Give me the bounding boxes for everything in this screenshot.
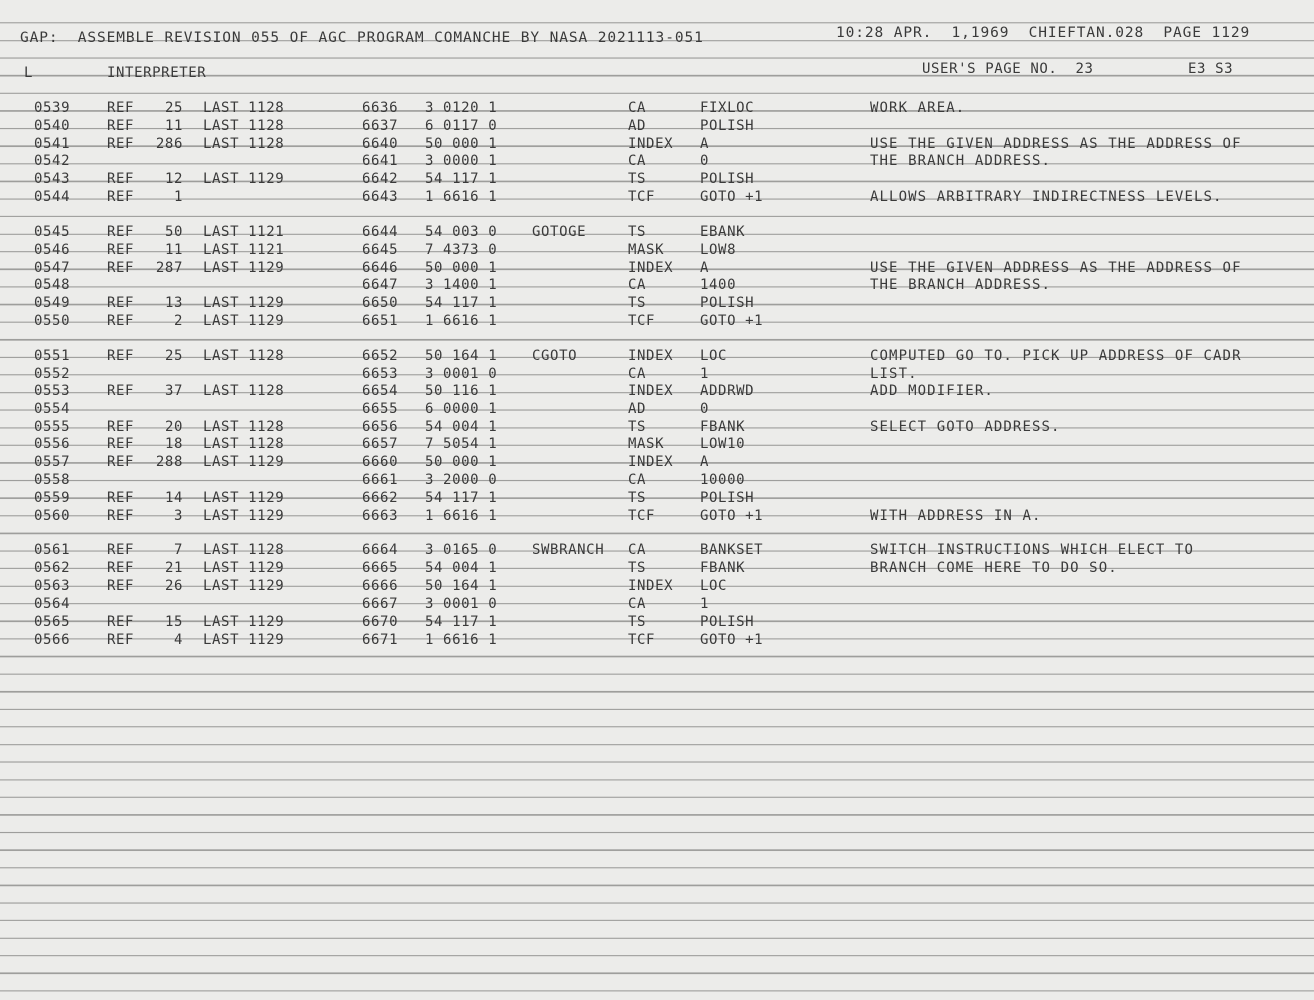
operand: A [700, 454, 710, 470]
object-code: 6 0000 1 [425, 401, 498, 417]
memory-address: 6652 [362, 348, 399, 364]
symbol-label: SWBRANCH [532, 542, 605, 558]
comment-text: WORK AREA. [870, 100, 966, 116]
opcode: CA [628, 153, 647, 169]
opcode: INDEX [628, 383, 674, 399]
object-code: 50 164 1 [425, 348, 498, 364]
last-page-ref: LAST 1129 [203, 578, 285, 594]
opcode: CA [628, 100, 647, 116]
memory-address: 6653 [362, 366, 399, 382]
operand: FIXLOC [700, 100, 755, 116]
memory-address: 6637 [362, 118, 399, 134]
line-number: 0541 [34, 136, 71, 152]
memory-address: 6661 [362, 472, 399, 488]
object-code: 1 6616 1 [425, 189, 498, 205]
memory-address: 6663 [362, 508, 399, 524]
memory-address: 6662 [362, 490, 399, 506]
line-number: 0566 [34, 632, 71, 648]
line-number: 0557 [34, 454, 71, 470]
opcode: INDEX [628, 260, 674, 276]
last-page-ref: LAST 1129 [203, 632, 285, 648]
opcode: CA [628, 277, 647, 293]
line-number: 0556 [34, 436, 71, 452]
object-code: 54 003 0 [425, 224, 498, 240]
line-number: 0552 [34, 366, 71, 382]
comment-text: USE THE GIVEN ADDRESS AS THE ADDRESS OF [870, 136, 1242, 152]
operand: GOTO +1 [700, 313, 764, 329]
ref-count: 11 [164, 118, 183, 134]
operand: LOW8 [700, 242, 737, 258]
comment-text: SELECT GOTO ADDRESS. [870, 419, 1061, 435]
line-number: 0542 [34, 153, 71, 169]
object-code: 1 6616 1 [425, 632, 498, 648]
ref-keyword: REF [107, 224, 135, 240]
line-number: 0551 [34, 348, 71, 364]
ref-count: 18 [164, 436, 183, 452]
ref-count: 13 [164, 295, 183, 311]
object-code: 6 0117 0 [425, 118, 498, 134]
comment-text: USE THE GIVEN ADDRESS AS THE ADDRESS OF [870, 260, 1242, 276]
opcode: INDEX [628, 136, 674, 152]
opcode: MASK [628, 436, 665, 452]
comment-text: THE BRANCH ADDRESS. [870, 153, 1052, 169]
opcode: CA [628, 366, 647, 382]
operand: 1 [700, 366, 710, 382]
opcode: AD [628, 401, 647, 417]
ref-keyword: REF [107, 100, 135, 116]
memory-address: 6655 [362, 401, 399, 417]
line-number: 0547 [34, 260, 71, 276]
line-number: 0561 [34, 542, 71, 558]
ref-keyword: REF [107, 454, 135, 470]
ref-keyword: REF [107, 260, 135, 276]
ref-count: 15 [164, 614, 183, 630]
object-code: 54 004 1 [425, 419, 498, 435]
ref-count: 288 [155, 454, 183, 470]
memory-address: 6657 [362, 436, 399, 452]
memory-address: 6650 [362, 295, 399, 311]
memory-address: 6645 [362, 242, 399, 258]
operand: FBANK [700, 419, 746, 435]
object-code: 7 5054 1 [425, 436, 498, 452]
user-page-number: USER'S PAGE NO. 23 [922, 61, 1094, 77]
comment-text: SWITCH INSTRUCTIONS WHICH ELECT TO [870, 542, 1194, 558]
line-number: 0553 [34, 383, 71, 399]
opcode: TS [628, 560, 647, 576]
operand: GOTO +1 [700, 508, 764, 524]
operand: POLISH [700, 295, 755, 311]
line-number: 0545 [34, 224, 71, 240]
memory-address: 6642 [362, 171, 399, 187]
opcode: CA [628, 596, 647, 612]
subheader-marker: L [24, 65, 34, 81]
object-code: 3 2000 0 [425, 472, 498, 488]
opcode: CA [628, 472, 647, 488]
operand: 10000 [700, 472, 746, 488]
line-number: 0554 [34, 401, 71, 417]
opcode: TS [628, 171, 647, 187]
ref-count: 14 [164, 490, 183, 506]
memory-address: 6640 [362, 136, 399, 152]
ref-count: 1 [173, 189, 183, 205]
operand: EBANK [700, 224, 746, 240]
ref-keyword: REF [107, 242, 135, 258]
section-title: INTERPRETER [107, 65, 207, 81]
ref-count: 11 [164, 242, 183, 258]
operand: LOC [700, 348, 728, 364]
symbol-label: GOTOGE [532, 224, 587, 240]
object-code: 3 0165 0 [425, 542, 498, 558]
last-page-ref: LAST 1128 [203, 419, 285, 435]
comment-text: ALLOWS ARBITRARY INDIRECTNESS LEVELS. [870, 189, 1223, 205]
line-number: 0559 [34, 490, 71, 506]
opcode: MASK [628, 242, 665, 258]
comment-text: BRANCH COME HERE TO DO SO. [870, 560, 1118, 576]
object-code: 7 4373 0 [425, 242, 498, 258]
opcode: AD [628, 118, 647, 134]
line-number: 0555 [34, 419, 71, 435]
line-number: 0565 [34, 614, 71, 630]
ref-keyword: REF [107, 171, 135, 187]
opcode: TS [628, 419, 647, 435]
memory-address: 6660 [362, 454, 399, 470]
memory-address: 6671 [362, 632, 399, 648]
opcode: TS [628, 490, 647, 506]
opcode: TS [628, 224, 647, 240]
opcode: TCF [628, 632, 656, 648]
line-number: 0539 [34, 100, 71, 116]
object-code: 3 0120 1 [425, 100, 498, 116]
line-number: 0546 [34, 242, 71, 258]
ref-keyword: REF [107, 632, 135, 648]
operand: 0 [700, 401, 710, 417]
opcode: TS [628, 295, 647, 311]
ref-keyword: REF [107, 560, 135, 576]
ref-keyword: REF [107, 136, 135, 152]
object-code: 3 0000 1 [425, 153, 498, 169]
ref-count: 20 [164, 419, 183, 435]
line-number: 0563 [34, 578, 71, 594]
ref-count: 2 [173, 313, 183, 329]
ref-count: 50 [164, 224, 183, 240]
line-number: 0540 [34, 118, 71, 134]
opcode: CA [628, 542, 647, 558]
ref-keyword: REF [107, 313, 135, 329]
operand: GOTO +1 [700, 632, 764, 648]
memory-address: 6664 [362, 542, 399, 558]
object-code: 50 164 1 [425, 578, 498, 594]
operand: POLISH [700, 118, 755, 134]
line-number: 0550 [34, 313, 71, 329]
memory-address: 6666 [362, 578, 399, 594]
line-number: 0549 [34, 295, 71, 311]
ref-count: 287 [155, 260, 183, 276]
opcode: INDEX [628, 348, 674, 364]
last-page-ref: LAST 1128 [203, 383, 285, 399]
last-page-ref: LAST 1129 [203, 313, 285, 329]
operand: GOTO +1 [700, 189, 764, 205]
ref-count: 7 [173, 542, 183, 558]
opcode: TCF [628, 189, 656, 205]
ref-count: 4 [173, 632, 183, 648]
memory-address: 6651 [362, 313, 399, 329]
ref-keyword: REF [107, 383, 135, 399]
memory-address: 6643 [362, 189, 399, 205]
object-code: 50 116 1 [425, 383, 498, 399]
comment-text: THE BRANCH ADDRESS. [870, 277, 1052, 293]
last-page-ref: LAST 1129 [203, 171, 285, 187]
last-page-ref: LAST 1128 [203, 348, 285, 364]
object-code: 54 117 1 [425, 490, 498, 506]
line-number: 0543 [34, 171, 71, 187]
line-number: 0544 [34, 189, 71, 205]
last-page-ref: LAST 1128 [203, 100, 285, 116]
operand: ADDRWD [700, 383, 755, 399]
comment-text: COMPUTED GO TO. PICK UP ADDRESS OF CADR [870, 348, 1242, 364]
object-code: 3 0001 0 [425, 366, 498, 382]
opcode: INDEX [628, 454, 674, 470]
operand: FBANK [700, 560, 746, 576]
ref-keyword: REF [107, 295, 135, 311]
last-page-ref: LAST 1129 [203, 560, 285, 576]
ref-keyword: REF [107, 542, 135, 558]
ref-count: 286 [155, 136, 183, 152]
memory-address: 6654 [362, 383, 399, 399]
ref-count: 37 [164, 383, 183, 399]
memory-address: 6667 [362, 596, 399, 612]
ref-count: 21 [164, 560, 183, 576]
memory-address: 6656 [362, 419, 399, 435]
operand: POLISH [700, 614, 755, 630]
object-code: 1 6616 1 [425, 508, 498, 524]
line-number: 0562 [34, 560, 71, 576]
operand: 1400 [700, 277, 737, 293]
last-page-ref: LAST 1121 [203, 242, 285, 258]
opcode: TCF [628, 508, 656, 524]
last-page-ref: LAST 1129 [203, 508, 285, 524]
ref-count: 25 [164, 348, 183, 364]
operand: 1 [700, 596, 710, 612]
comment-text: ADD MODIFIER. [870, 383, 994, 399]
line-number: 0548 [34, 277, 71, 293]
operand: LOW10 [700, 436, 746, 452]
ref-keyword: REF [107, 419, 135, 435]
operand: A [700, 260, 710, 276]
last-page-ref: LAST 1128 [203, 136, 285, 152]
operand: LOC [700, 578, 728, 594]
opcode: INDEX [628, 578, 674, 594]
object-code: 50 000 1 [425, 454, 498, 470]
memory-address: 6644 [362, 224, 399, 240]
operand: BANKSET [700, 542, 764, 558]
object-code: 50 000 1 [425, 136, 498, 152]
last-page-ref: LAST 1128 [203, 118, 285, 134]
bank-indicator: E3 S3 [1188, 61, 1234, 77]
line-number: 0560 [34, 508, 71, 524]
last-page-ref: LAST 1129 [203, 490, 285, 506]
object-code: 3 0001 0 [425, 596, 498, 612]
ref-keyword: REF [107, 189, 135, 205]
operand: 0 [700, 153, 710, 169]
ref-keyword: REF [107, 490, 135, 506]
symbol-label: CGOTO [532, 348, 578, 364]
last-page-ref: LAST 1129 [203, 454, 285, 470]
last-page-ref: LAST 1128 [203, 542, 285, 558]
memory-address: 6641 [362, 153, 399, 169]
ref-keyword: REF [107, 348, 135, 364]
last-page-ref: LAST 1129 [203, 614, 285, 630]
operand: POLISH [700, 490, 755, 506]
comment-text: WITH ADDRESS IN A. [870, 508, 1042, 524]
object-code: 54 117 1 [425, 295, 498, 311]
line-number: 0564 [34, 596, 71, 612]
ref-keyword: REF [107, 614, 135, 630]
memory-address: 6670 [362, 614, 399, 630]
line-number: 0558 [34, 472, 71, 488]
last-page-ref: LAST 1129 [203, 295, 285, 311]
last-page-ref: LAST 1128 [203, 436, 285, 452]
ref-keyword: REF [107, 118, 135, 134]
ref-keyword: REF [107, 436, 135, 452]
memory-address: 6646 [362, 260, 399, 276]
ref-count: 25 [164, 100, 183, 116]
operand: A [700, 136, 710, 152]
opcode: TCF [628, 313, 656, 329]
object-code: 50 000 1 [425, 260, 498, 276]
last-page-ref: LAST 1129 [203, 260, 285, 276]
memory-address: 6636 [362, 100, 399, 116]
object-code: 3 1400 1 [425, 277, 498, 293]
ref-count: 26 [164, 578, 183, 594]
opcode: TS [628, 614, 647, 630]
ref-count: 3 [173, 508, 183, 524]
object-code: 1 6616 1 [425, 313, 498, 329]
memory-address: 6665 [362, 560, 399, 576]
header-date-page: 10:28 APR. 1,1969 CHIEFTAN.028 PAGE 1129 [836, 25, 1251, 41]
header-title: GAP: ASSEMBLE REVISION 055 OF AGC PROGRAM COMANCHE BY NASA 2021113-051 [20, 30, 704, 46]
comment-text: LIST. [870, 366, 918, 382]
ref-keyword: REF [107, 508, 135, 524]
object-code: 54 004 1 [425, 560, 498, 576]
ref-keyword: REF [107, 578, 135, 594]
ref-count: 12 [164, 171, 183, 187]
memory-address: 6647 [362, 277, 399, 293]
object-code: 54 117 1 [425, 614, 498, 630]
last-page-ref: LAST 1121 [203, 224, 285, 240]
operand: POLISH [700, 171, 755, 187]
object-code: 54 117 1 [425, 171, 498, 187]
